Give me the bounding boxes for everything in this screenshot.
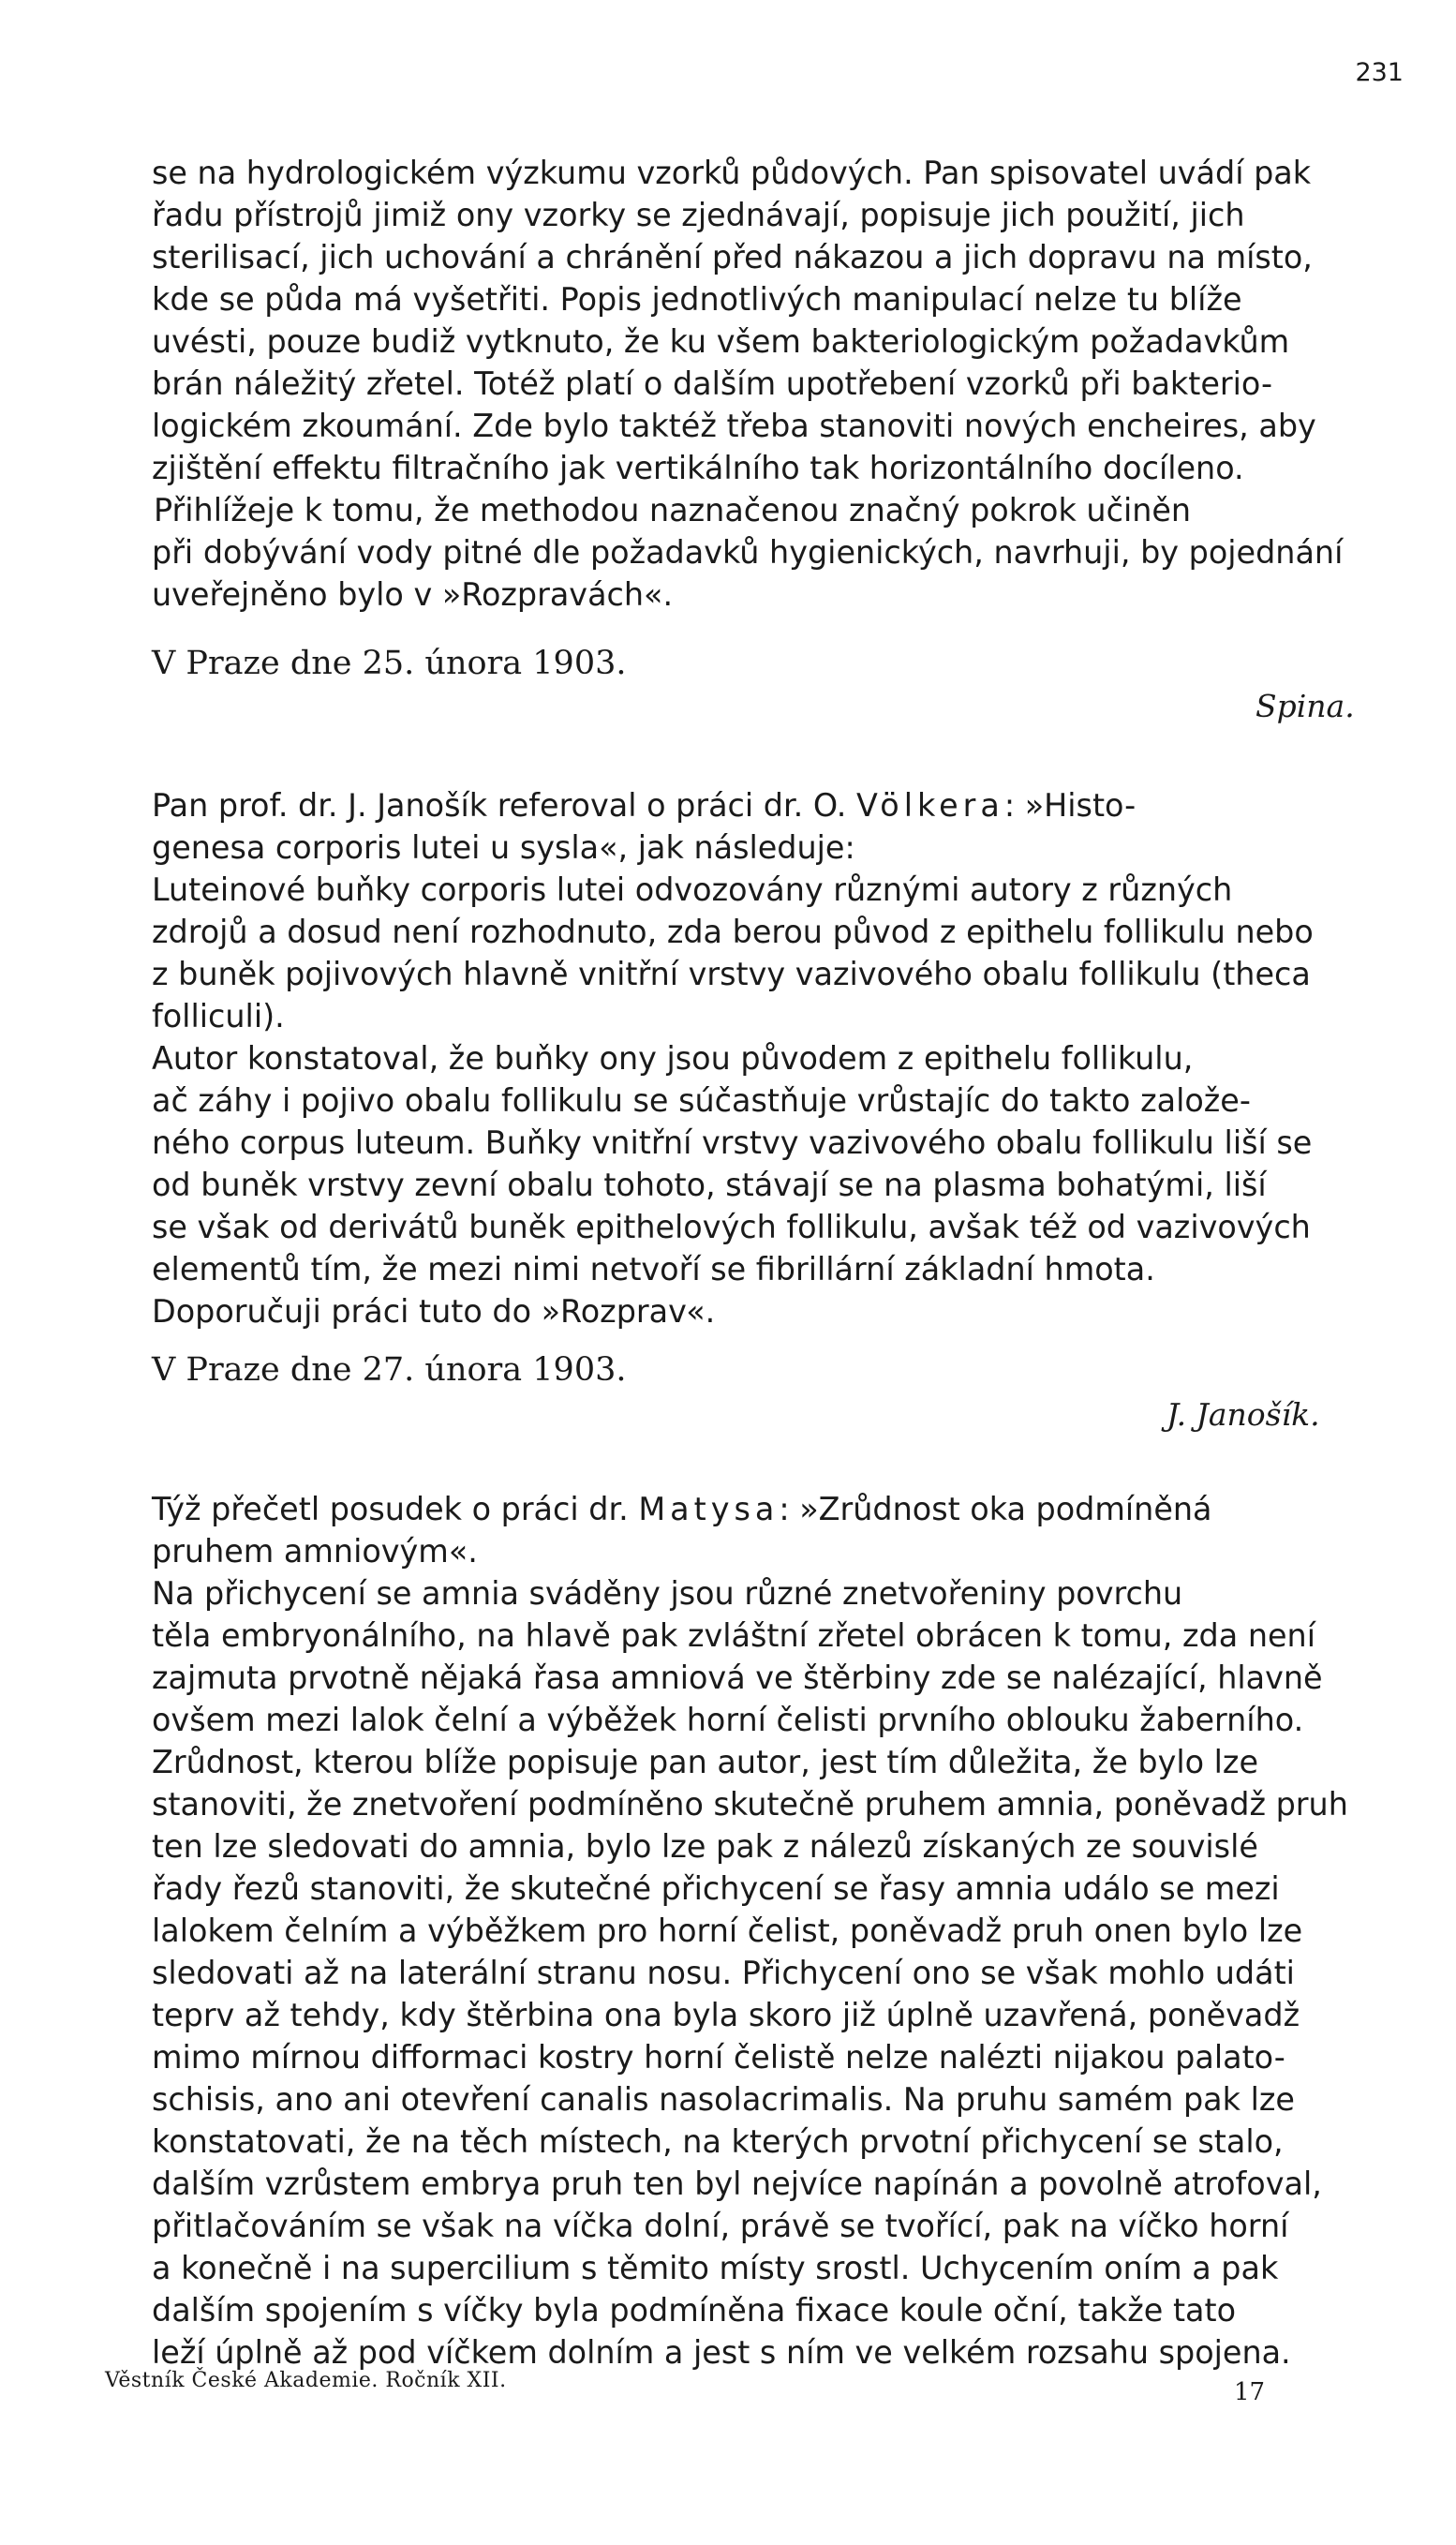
text-line: sterilisací, jich uchování a chránění před nákazou a jich dopravu na místo, [152,239,1313,275]
text-line: konstatovati, že na těch místech, na kterých prvotní přichycení se stalo, [152,2123,1284,2160]
text-line: a konečně i na supercilium s těmito místy srostl. Uchycením oním a pak [152,2250,1279,2286]
section-spina-review [152,152,1407,616]
footer-journal: Věstník České Akademie. Ročník XII. [105,2369,507,2392]
text-line: stanoviti, že znetvoření podmíněno skutečně pruhem amnia, poněvadž pruh [152,1786,1348,1823]
intro-prefix: Pan prof. dr. J. Janošík referoval o práci dr. O. [152,787,857,824]
text-line: genesa corporis lutei u sysla«, jak následuje: [152,829,855,866]
text-line: ovšem mezi lalok čelní a výběžek horní čelisti prvního oblouku žaberního. [152,1702,1304,1738]
text-line: řadu přístrojů jimiž ony vzorky se zjednávají, popisuje jich použití, jich [152,197,1245,233]
text-line: uvésti, pouze budiž vytknuto, že ku všem bakteriologickým požadavkům [152,323,1290,360]
text-line: brán náležitý zřetel. Totéž platí o dalším upotřebení vzorků při bakterio- [152,365,1272,402]
intro-suffix: : »Zrůdnost oka podmíněná [779,1491,1212,1527]
text-line: pruhem amniovým«. [152,1533,478,1570]
text-line: ten lze sledovati do amnia, bylo lze pak z nálezů získaných ze souvislé [152,1828,1258,1865]
text-line: zdrojů a dosud není rozhodnuto, zda berou původ z epithelu follikulu nebo [152,914,1314,950]
text-line: z buněk pojivových hlavně vnitřní vrstvy vazivového obalu follikulu (theca [152,956,1311,992]
text-line: Zrůdnost, kterou blíže popisuje pan autor, jest tím důležita, že bylo lze [152,1744,1258,1780]
text-line: řady řezů stanoviti, že skutečné přichycení se řasy amnia událo se mezi [152,1870,1280,1907]
text-line: mimo mírnou difformaci kostry horní čelistě nelze nalézti nijakou palato- [152,2039,1285,2076]
intro-prefix: Týž přečetl posudek o práci dr. [152,1491,639,1527]
text-line: schisis, ano ani otevření canalis nasolacrimalis. Na pruhu samém pak lze [152,2081,1295,2118]
text-line: Autor konstatoval, že buňky ony jsou původem z epithelu follikulu, [152,1040,1194,1077]
text-line: lalokem čelním a výběžkem pro horní čelist, poněvadž pruh onen bylo lze [152,1912,1303,1949]
section-janosik-report [152,784,1407,1332]
text-line: při dobývání vody pitné dle požadavků hygienických, navrhuji, by pojednání [152,534,1344,571]
text-line: se však od derivátů buněk epithelových follikulu, avšak též od vazivových [152,1209,1311,1245]
text-line: přitlačováním se však na víčka dolní, právě se tvořící, pak na víčko horní [152,2208,1289,2244]
text-line: folliculi). [152,998,285,1034]
text-line: Přihlížeje k tomu, že methodou naznačenou značný pokrok učiněn [154,492,1192,528]
section-matys-review [152,1488,1407,2374]
signature-spina: Spina. [1255,688,1355,724]
date-line: V Praze dne 25. února 1903. [152,645,627,682]
text-line: teprv až tehdy, kdy štěrbina ona byla skoro již úplně uzavřená, poněvadž [152,1997,1300,2033]
text-line: Doporučuji práci tuto do »Rozprav«. [152,1293,716,1330]
text-line: logickém zkoumání. Zde bylo taktéž třeba stanoviti nových encheires, aby [152,408,1316,444]
text-line: uveřejněno bylo v »Rozpravách«. [152,576,674,613]
text-line: kde se půda má vyšetřiti. Popis jednotlivých manipulací nelze tu blíže [152,281,1242,318]
text-line: ač záhy i pojivo obalu follikulu se súčastňuje vrůstajíc do takto založe- [152,1082,1251,1119]
intro-suffix: : »Histo- [1003,787,1137,824]
text-line: zajmuta prvotně nějaká řasa amniová ve štěrbiny zde se nalézající, hlavně [152,1659,1323,1696]
text-line: ného corpus luteum. Buňky vnitřní vrstvy vazivového obalu follikulu liší se [152,1124,1313,1161]
page-number: 231 [1355,58,1404,87]
text-line: od buněk vrstvy zevní obalu tohoto, stávají se na plasma bohatými, liší [152,1167,1267,1203]
signature-janosik: J. Janošík. [1166,1396,1320,1433]
author-name: Völkera [856,787,1004,824]
date-line: V Praze dne 27. února 1903. [152,1351,627,1389]
footer-sheet-number: 17 [1234,2378,1266,2406]
text-line: leží úplně až pod víčkem dolním a jest s ním ve velkém rozsahu spojena. [152,2334,1291,2371]
text-line: těla embryonálního, na hlavě pak zvláštní zřetel obrácen k tomu, zda není [152,1617,1315,1654]
text-line: sledovati až na laterální stranu nosu. Přichycení ono se však mohlo udáti [152,1955,1295,1991]
text-line: zjištění effektu filtračního jak vertikálního tak horizontálního docíleno. [152,450,1244,486]
text-line: elementů tím, že mezi nimi netvoří se fibrillární základní hmota. [152,1251,1155,1287]
text-line: dalším vzrůstem embrya pruh ten byl nejvíce napínán a povolně atrofoval, [152,2165,1322,2202]
text-line: se na hydrologickém výzkumu vzorků půdových. Pan spisovatel uvádí pak [152,155,1312,191]
text-line: dalším spojením s víčky byla podmíněna fixace koule oční, takže tato [152,2292,1237,2329]
text-line: Luteinové buňky corporis lutei odvozovány různými autory z různých [152,871,1233,908]
author-name: Matysa [638,1491,780,1527]
intro-line [152,1488,1407,1530]
text-line: Na přichycení se amnia sváděny jsou různé znetvořeniny povrchu [152,1575,1183,1612]
intro-line [152,784,1407,826]
